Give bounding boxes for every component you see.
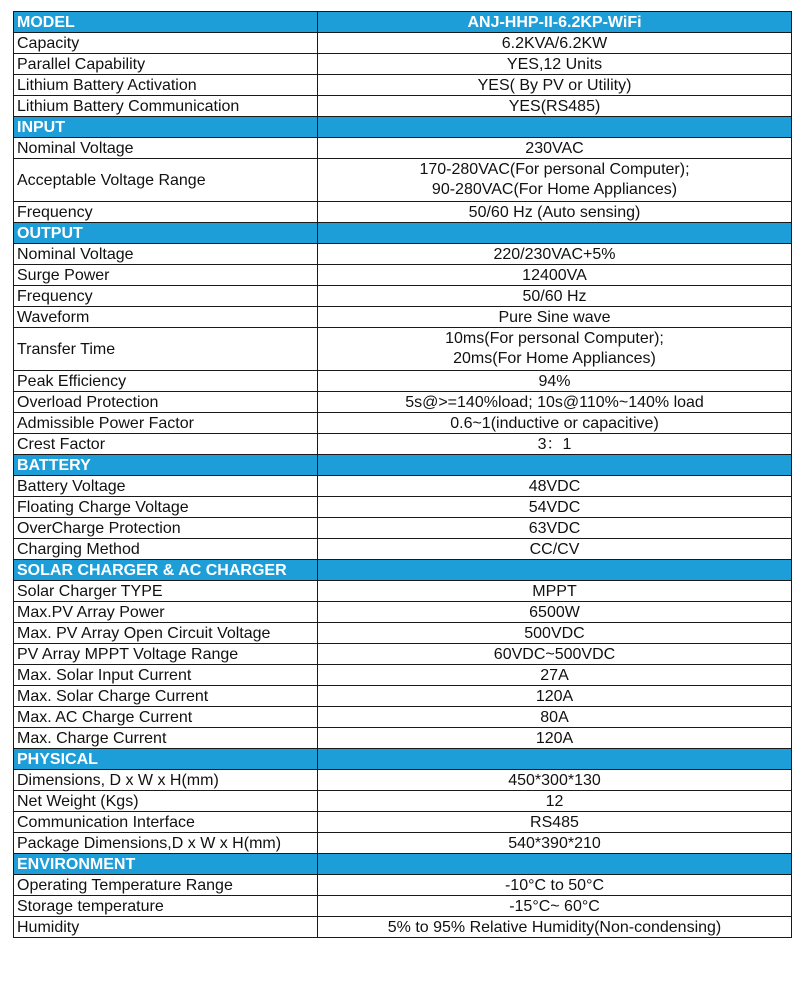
section-spacer — [318, 117, 792, 138]
spec-label: Communication Interface — [14, 812, 318, 833]
table-row — [14, 833, 792, 854]
spec-value: 5s@>=140%load; 10s@110%~140% load — [318, 392, 792, 413]
spec-label: Waveform — [14, 307, 318, 328]
spec-label: Max. Solar Input Current — [14, 665, 318, 686]
spec-label: Parallel Capability — [14, 54, 318, 75]
spec-sheet — [13, 11, 792, 938]
spec-value: MPPT — [318, 581, 792, 602]
spec-value-multiline — [318, 159, 792, 202]
table-row — [14, 581, 792, 602]
section-header-physical — [14, 749, 792, 770]
table-row — [14, 202, 792, 223]
section-spacer — [318, 455, 792, 476]
section-header-solar — [14, 560, 792, 581]
table-row — [14, 138, 792, 159]
section-spacer — [318, 560, 792, 581]
section-header-battery — [14, 455, 792, 476]
table-row — [14, 644, 792, 665]
spec-label: Frequency — [14, 286, 318, 307]
table-row — [14, 686, 792, 707]
section-header-output — [14, 223, 792, 244]
section-header-environment — [14, 854, 792, 875]
spec-value: 120A — [318, 728, 792, 749]
table-row — [14, 518, 792, 539]
spec-value: -10°C to 50°C — [318, 875, 792, 896]
spec-value: YES(RS485) — [318, 96, 792, 117]
spec-table — [13, 11, 792, 938]
table-row — [14, 328, 792, 371]
spec-label: Storage temperature — [14, 896, 318, 917]
spec-label: Lithium Battery Activation — [14, 75, 318, 96]
section-title: OUTPUT — [14, 223, 318, 244]
spec-label: Capacity — [14, 33, 318, 54]
table-row — [14, 875, 792, 896]
spec-label: Admissible Power Factor — [14, 413, 318, 434]
table-row — [14, 707, 792, 728]
table-row — [14, 307, 792, 328]
spec-label: Peak Efficiency — [14, 371, 318, 392]
spec-value: 50/60 Hz (Auto sensing) — [318, 202, 792, 223]
spec-value: 63VDC — [318, 518, 792, 539]
spec-value-line: 20ms(For Home Appliances) — [453, 350, 656, 367]
spec-label: Max. AC Charge Current — [14, 707, 318, 728]
spec-label: PV Array MPPT Voltage Range — [14, 644, 318, 665]
spec-label: Max. PV Array Open Circuit Voltage — [14, 623, 318, 644]
spec-value: 12 — [318, 791, 792, 812]
spec-value-multiline — [318, 328, 792, 371]
spec-label: Acceptable Voltage Range — [14, 159, 318, 202]
section-title: INPUT — [14, 117, 318, 138]
section-title: SOLAR CHARGER & AC CHARGER — [14, 560, 318, 581]
spec-value: 0.6~1(inductive or capacitive) — [318, 413, 792, 434]
table-row — [14, 791, 792, 812]
spec-value: Pure Sine wave — [318, 307, 792, 328]
spec-label: Battery Voltage — [14, 476, 318, 497]
spec-value: YES,12 Units — [318, 54, 792, 75]
spec-label: Net Weight (Kgs) — [14, 791, 318, 812]
spec-value: 54VDC — [318, 497, 792, 518]
section-header-input — [14, 117, 792, 138]
spec-value: 220/230VAC+5% — [318, 244, 792, 265]
model-header-row — [14, 12, 792, 33]
table-row — [14, 539, 792, 560]
spec-value: RS485 — [318, 812, 792, 833]
table-row — [14, 602, 792, 623]
spec-label: Frequency — [14, 202, 318, 223]
table-row — [14, 770, 792, 791]
table-row — [14, 96, 792, 117]
spec-value: -15°C~ 60°C — [318, 896, 792, 917]
section-spacer — [318, 749, 792, 770]
table-row — [14, 917, 792, 938]
spec-value: 5% to 95% Relative Humidity(Non-condensing) — [318, 917, 792, 938]
spec-value: 80A — [318, 707, 792, 728]
table-row — [14, 265, 792, 286]
spec-label: Operating Temperature Range — [14, 875, 318, 896]
table-row — [14, 33, 792, 54]
spec-label: Dimensions, D x W x H(mm) — [14, 770, 318, 791]
spec-value: 230VAC — [318, 138, 792, 159]
spec-label: Nominal Voltage — [14, 244, 318, 265]
spec-value-line: 10ms(For personal Computer); — [445, 330, 664, 347]
spec-label: Max. Charge Current — [14, 728, 318, 749]
spec-value: 6500W — [318, 602, 792, 623]
table-row — [14, 665, 792, 686]
spec-value: 12400VA — [318, 265, 792, 286]
spec-value: 540*390*210 — [318, 833, 792, 854]
spec-label: Max. Solar Charge Current — [14, 686, 318, 707]
spec-label: Floating Charge Voltage — [14, 497, 318, 518]
spec-label: Overload Protection — [14, 392, 318, 413]
table-row — [14, 159, 792, 202]
model-value: ANJ-HHP-II-6.2KP-WiFi — [318, 12, 792, 33]
section-spacer — [318, 223, 792, 244]
table-row — [14, 244, 792, 265]
section-title: ENVIRONMENT — [14, 854, 318, 875]
table-row — [14, 623, 792, 644]
spec-value: 3：1 — [318, 434, 792, 455]
table-row — [14, 286, 792, 307]
table-row — [14, 413, 792, 434]
spec-label: Max.PV Array Power — [14, 602, 318, 623]
spec-label: Package Dimensions,D x W x H(mm) — [14, 833, 318, 854]
spec-value: 27A — [318, 665, 792, 686]
spec-value: CC/CV — [318, 539, 792, 560]
spec-value: 500VDC — [318, 623, 792, 644]
spec-value: 6.2KVA/6.2KW — [318, 33, 792, 54]
section-spacer — [318, 854, 792, 875]
spec-label: Surge Power — [14, 265, 318, 286]
section-title: BATTERY — [14, 455, 318, 476]
table-row — [14, 371, 792, 392]
table-row — [14, 434, 792, 455]
spec-label: Humidity — [14, 917, 318, 938]
table-row — [14, 392, 792, 413]
table-row — [14, 497, 792, 518]
spec-label: OverCharge Protection — [14, 518, 318, 539]
spec-label: Lithium Battery Communication — [14, 96, 318, 117]
table-row — [14, 476, 792, 497]
section-title: PHYSICAL — [14, 749, 318, 770]
spec-value: 450*300*130 — [318, 770, 792, 791]
spec-value: 94% — [318, 371, 792, 392]
spec-label: Charging Method — [14, 539, 318, 560]
table-row — [14, 54, 792, 75]
spec-label: Transfer Time — [14, 328, 318, 371]
spec-value: 60VDC~500VDC — [318, 644, 792, 665]
model-label: MODEL — [14, 12, 318, 33]
spec-value-line: 90-280VAC(For Home Appliances) — [431, 181, 678, 198]
spec-label: Crest Factor — [14, 434, 318, 455]
spec-value: 48VDC — [318, 476, 792, 497]
spec-value: 50/60 Hz — [318, 286, 792, 307]
table-row — [14, 75, 792, 96]
spec-value: YES( By PV or Utility) — [318, 75, 792, 96]
spec-label: Solar Charger TYPE — [14, 581, 318, 602]
spec-value-line: 170-280VAC(For personal Computer); — [419, 161, 690, 178]
table-row — [14, 812, 792, 833]
spec-label: Nominal Voltage — [14, 138, 318, 159]
spec-value: 120A — [318, 686, 792, 707]
table-row — [14, 728, 792, 749]
table-row — [14, 896, 792, 917]
